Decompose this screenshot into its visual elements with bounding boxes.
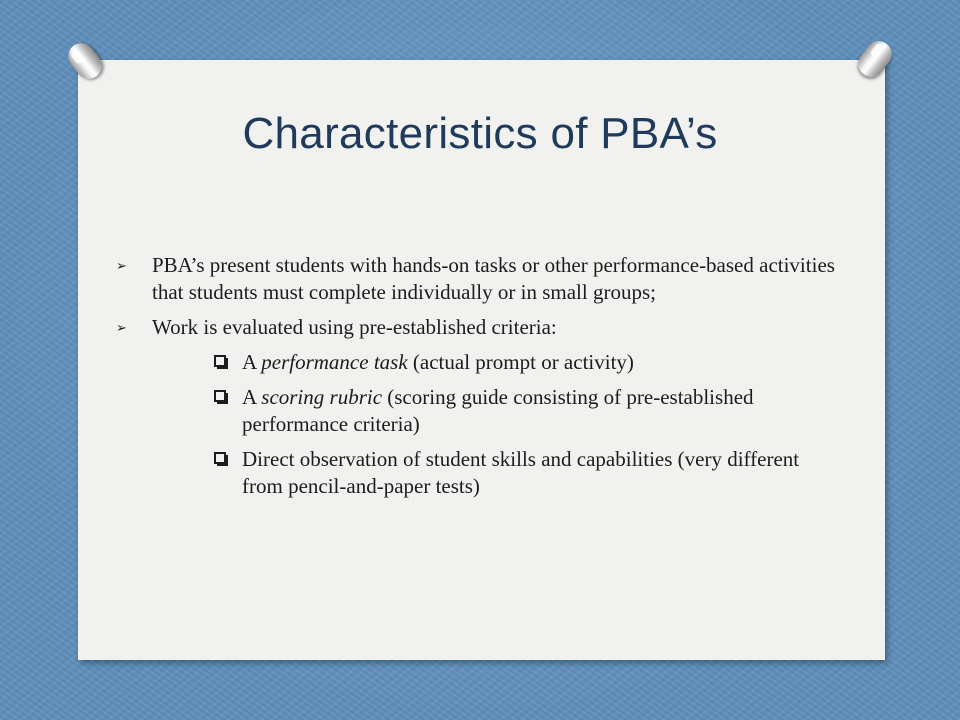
arrow-bullet-icon: ➢ — [116, 321, 127, 336]
sub-bullet-suffix: (actual prompt or activity) — [407, 350, 634, 374]
checkbox-bullet-icon — [214, 452, 226, 464]
sub-bullet-prefix: A — [242, 350, 262, 374]
bullet-item — [116, 252, 836, 306]
bullet-text: PBA’s present students with hands-on tasks or other performance-based activities that students must complete individually or in small groups; — [152, 253, 835, 304]
sub-bullet-text: Direct observation of student skills and capabilities (very different from pencil-and-paper tests) — [242, 447, 800, 498]
sub-bullet-item — [212, 349, 836, 376]
sub-bullet-emphasis: scoring rubric — [261, 385, 383, 409]
arrow-bullet-icon: ➢ — [116, 259, 127, 274]
checkbox-bullet-icon — [214, 390, 226, 402]
slide-title: Characteristics of PBA’s — [242, 109, 718, 158]
slide-content — [116, 252, 836, 508]
sub-bullet-item — [212, 384, 836, 438]
sub-bullet-prefix: A — [242, 385, 262, 409]
bullet-item — [116, 314, 836, 341]
bullet-text: Work is evaluated using pre-established criteria: — [152, 315, 557, 339]
checkbox-bullet-icon — [214, 355, 226, 367]
sub-bullet-suffix: (scoring guide consisting of pre-established performance criteria) — [242, 385, 754, 436]
sub-bullet-item — [212, 446, 836, 500]
sub-bullet-emphasis: performance task — [261, 350, 408, 374]
